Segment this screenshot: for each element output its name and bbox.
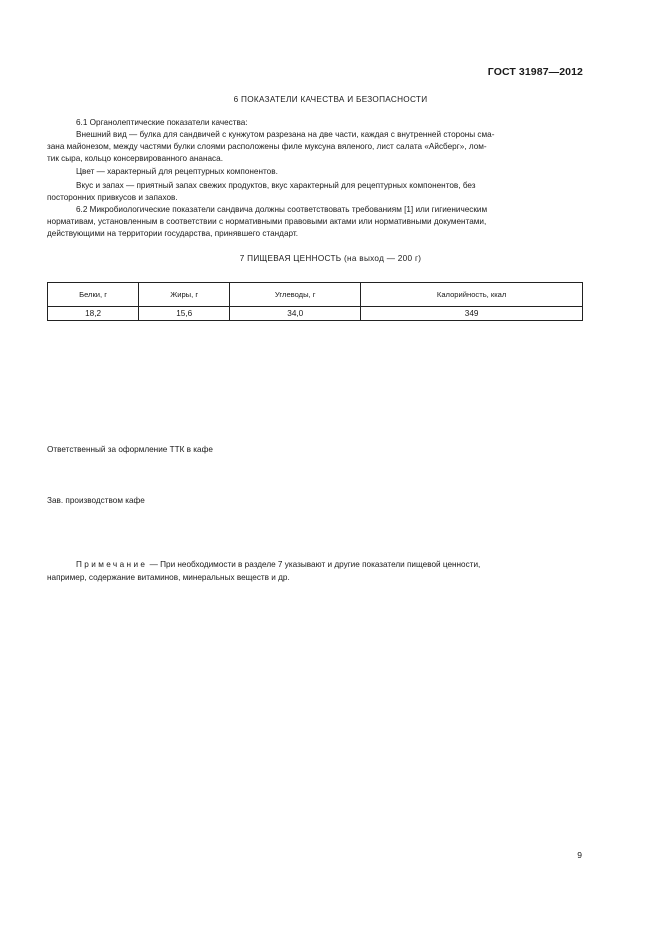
section-6-title: 6 ПОКАЗАТЕЛИ КАЧЕСТВА И БЕЗОПАСНОСТИ	[233, 95, 428, 104]
page-number: 9	[577, 850, 582, 860]
table-row	[48, 307, 583, 321]
note-line-2: например, содержание витаминов, минеральных веществ и др.	[47, 573, 290, 582]
value-fats: 15,6	[139, 307, 230, 321]
paragraph-6-2-line-1: 6.2 Микробиологические показатели сандвича должны соответствовать требованиям [1] или гигиеническим	[76, 205, 488, 214]
value-carbohydrates: 34,0	[230, 307, 361, 321]
document-id: ГОСТ 31987—2012	[487, 66, 583, 78]
taste-line-1: Вкус и запах — приятный запах свежих продуктов, вкус характерный для рецептурных компонентов, без	[76, 181, 476, 190]
header-calories: Калорийность, ккал	[361, 283, 583, 307]
section-7-title-suffix: (на выход — 200 г)	[341, 254, 422, 263]
section-7-title	[0, 254, 661, 263]
color-paragraph: Цвет — характерный для рецептурных компонентов.	[76, 167, 278, 176]
appearance-line-1: Внешний вид — булка для сандвичей с кунжутом разрезана на две части, каждая с внутренней стороны сма-	[76, 130, 495, 139]
header-fats: Жиры, г	[139, 283, 230, 307]
signature-manager: Зав. производством кафе	[47, 496, 145, 505]
signature-responsible: Ответственный за оформление ТТК в кафе	[47, 445, 213, 454]
note-text-1: — При необходимости в разделе 7 указывают и другие показатели пищевой ценности,	[147, 560, 481, 569]
taste-line-2: посторонних привкусов и запахов.	[47, 193, 178, 202]
nutrition-table	[47, 282, 583, 321]
table-header-row	[48, 283, 583, 307]
value-proteins: 18,2	[48, 307, 139, 321]
note-label: Примечание	[76, 560, 148, 569]
paragraph-6-1: 6.1 Органолептические показатели качества:	[76, 118, 248, 127]
value-calories: 349	[361, 307, 583, 321]
note-line-1	[47, 559, 611, 571]
appearance-line-3: тик сыра, кольцо консервированного ананаса.	[47, 154, 223, 163]
section-7-title-main: 7 ПИЩЕВАЯ ЦЕННОСТЬ	[239, 254, 342, 263]
paragraph-6-2-line-3: действующими на территории государства, принявшего стандарт.	[47, 229, 298, 238]
appearance-line-2: зана майонезом, между частями булки слоями расположены филе муксуна вяленого, лист салата «Айсберг», лом-	[47, 142, 487, 151]
header-proteins: Белки, г	[48, 283, 139, 307]
header-carbohydrates: Углеводы, г	[230, 283, 361, 307]
paragraph-6-2-line-2: нормативам, установленным в соответствии с нормативными правовыми актами или нормативными документами,	[47, 217, 487, 226]
